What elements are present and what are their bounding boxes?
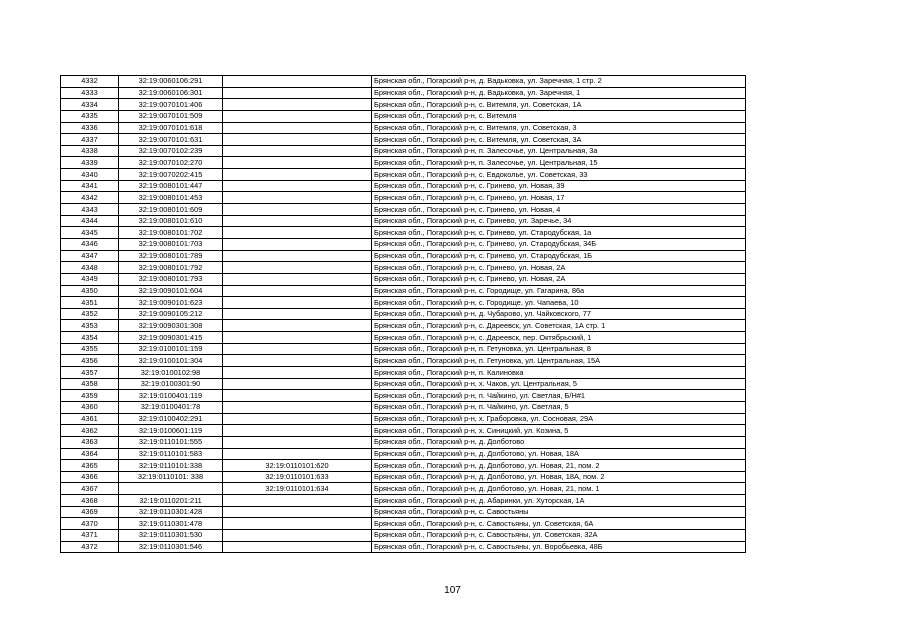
cadastral-number-cell: 32:19:0070101:631 bbox=[119, 134, 223, 146]
cadastral-number-cell: 32:19:0080101:792 bbox=[119, 262, 223, 274]
cadastral-number-cell: 32:19:0100101:159 bbox=[119, 343, 223, 355]
table-row bbox=[61, 460, 746, 472]
table-row bbox=[61, 448, 746, 460]
address-cell: Брянская обл., Погарский р-н, с. Евдоколье, ул. Советская, 33 bbox=[372, 169, 746, 181]
secondary-cadastral-number-cell bbox=[223, 425, 372, 437]
table-row bbox=[61, 343, 746, 355]
registry-table bbox=[60, 75, 746, 553]
cadastral-number-cell: 32:19:0070102:270 bbox=[119, 157, 223, 169]
table-row bbox=[61, 145, 746, 157]
row-number-cell: 4358 bbox=[61, 378, 119, 390]
secondary-cadastral-number-cell bbox=[223, 285, 372, 297]
row-number-cell: 4359 bbox=[61, 390, 119, 402]
cadastral-number-cell: 32:19:0090105:212 bbox=[119, 308, 223, 320]
cadastral-number-cell: 32:19:0060106:301 bbox=[119, 87, 223, 99]
page-number: 107 bbox=[444, 585, 461, 596]
row-number-cell: 4336 bbox=[61, 122, 119, 134]
cadastral-number-cell: 32:19:0070101:509 bbox=[119, 110, 223, 122]
cadastral-number-cell: 32:19:0110101:555 bbox=[119, 436, 223, 448]
cadastral-number-cell: 32:19:0080101:793 bbox=[119, 273, 223, 285]
row-number-cell: 4337 bbox=[61, 134, 119, 146]
secondary-cadastral-number-cell bbox=[223, 518, 372, 530]
row-number-cell: 4343 bbox=[61, 204, 119, 216]
cadastral-number-cell: 32:19:0110301:546 bbox=[119, 541, 223, 553]
row-number-cell: 4365 bbox=[61, 460, 119, 472]
secondary-cadastral-number-cell bbox=[223, 262, 372, 274]
address-cell: Брянская обл., Погарский р-н, с. Дареевск, ул. Советская, 1А стр. 1 bbox=[372, 320, 746, 332]
table-row bbox=[61, 401, 746, 413]
address-cell: Брянская обл., Погарский р-н, с. Городище, ул. Чапаева, 10 bbox=[372, 297, 746, 309]
secondary-cadastral-number-cell bbox=[223, 506, 372, 518]
table-row bbox=[61, 541, 746, 553]
row-number-cell: 4356 bbox=[61, 355, 119, 367]
secondary-cadastral-number-cell bbox=[223, 320, 372, 332]
address-cell: Брянская обл., Погарский р-н, д. Долботово, ул. Новая, 18А, пом. 2 bbox=[372, 471, 746, 483]
address-cell: Брянская обл., Погарский р-н, с. Витемля, ул. Советская, 1А bbox=[372, 99, 746, 111]
address-cell: Брянская обл., Погарский р-н, х. Синицкий, ул. Козина, 5 bbox=[372, 425, 746, 437]
address-cell: Брянская обл., Погарский р-н, д. Долботово, ул. Новая, 21, пом. 1 bbox=[372, 483, 746, 495]
secondary-cadastral-number-cell bbox=[223, 297, 372, 309]
address-cell: Брянская обл., Погарский р-н, с. Гринево, ул. Новая, 2А bbox=[372, 273, 746, 285]
address-cell: Брянская обл., Погарский р-н, с. Витемля bbox=[372, 110, 746, 122]
table-row bbox=[61, 285, 746, 297]
secondary-cadastral-number-cell bbox=[223, 145, 372, 157]
address-cell: Брянская обл., Погарский р-н, п. Гетуновка, ул. Центральная, 8 bbox=[372, 343, 746, 355]
address-cell: Брянская обл., Погарский р-н, д. Вадьковка, ул. Заречная, 1 bbox=[372, 87, 746, 99]
address-cell: Брянская обл., Погарский р-н, п. Чайкино, ул. Светлая, 5 bbox=[372, 401, 746, 413]
secondary-cadastral-number-cell bbox=[223, 413, 372, 425]
address-cell: Брянская обл., Погарский р-н, с. Савостьяны bbox=[372, 506, 746, 518]
address-cell: Брянская обл., Погарский р-н, п. Калиновка bbox=[372, 367, 746, 379]
table-row bbox=[61, 297, 746, 309]
address-cell: Брянская обл., Погарский р-н, д. Долботово, ул. Новая, 18А bbox=[372, 448, 746, 460]
secondary-cadastral-number-cell bbox=[223, 99, 372, 111]
table-row bbox=[61, 471, 746, 483]
row-number-cell: 4361 bbox=[61, 413, 119, 425]
secondary-cadastral-number-cell bbox=[223, 250, 372, 262]
cadastral-number-cell: 32:19:0100401:78 bbox=[119, 401, 223, 413]
row-number-cell: 4350 bbox=[61, 285, 119, 297]
cadastral-number-cell: 32:19:0080101:609 bbox=[119, 204, 223, 216]
row-number-cell: 4334 bbox=[61, 99, 119, 111]
secondary-cadastral-number-cell bbox=[223, 273, 372, 285]
address-cell: Брянская обл., Погарский р-н, с. Гринево, ул. Стародубская, 1Б bbox=[372, 250, 746, 262]
table-row bbox=[61, 518, 746, 530]
secondary-cadastral-number-cell: 32:19:0110101:633 bbox=[223, 471, 372, 483]
secondary-cadastral-number-cell bbox=[223, 436, 372, 448]
row-number-cell: 4363 bbox=[61, 436, 119, 448]
address-cell: Брянская обл., Погарский р-н, с. Гринево, ул. Стародубская, 1а bbox=[372, 227, 746, 239]
table-row bbox=[61, 413, 746, 425]
row-number-cell: 4332 bbox=[61, 76, 119, 88]
address-cell: Брянская обл., Погарский р-н, с. Витемля, ул. Советская, 3 bbox=[372, 122, 746, 134]
address-cell: Брянская обл., Погарский р-н, с. Гринево, ул. Новая, 17 bbox=[372, 192, 746, 204]
cadastral-number-cell: 32:19:0080101:703 bbox=[119, 238, 223, 250]
row-number-cell: 4346 bbox=[61, 238, 119, 250]
table-row bbox=[61, 134, 746, 146]
table-row bbox=[61, 506, 746, 518]
cadastral-number-cell: 32:19:0080101:789 bbox=[119, 250, 223, 262]
cadastral-number-cell: 32:19:0070101:618 bbox=[119, 122, 223, 134]
table-row bbox=[61, 110, 746, 122]
row-number-cell: 4351 bbox=[61, 297, 119, 309]
cadastral-number-cell: 32:19:0100601:119 bbox=[119, 425, 223, 437]
row-number-cell: 4338 bbox=[61, 145, 119, 157]
cadastral-number-cell: 32:19:0100402:291 bbox=[119, 413, 223, 425]
secondary-cadastral-number-cell bbox=[223, 215, 372, 227]
cadastral-number-cell: 32:19:0110301:530 bbox=[119, 529, 223, 541]
table-row bbox=[61, 99, 746, 111]
table-row bbox=[61, 238, 746, 250]
secondary-cadastral-number-cell bbox=[223, 401, 372, 413]
row-number-cell: 4339 bbox=[61, 157, 119, 169]
table-row bbox=[61, 483, 746, 495]
table-row bbox=[61, 192, 746, 204]
table-row bbox=[61, 262, 746, 274]
secondary-cadastral-number-cell bbox=[223, 378, 372, 390]
address-cell: Брянская обл., Погарский р-н, с. Савостьяны, ул. Советская, 6А bbox=[372, 518, 746, 530]
secondary-cadastral-number-cell bbox=[223, 192, 372, 204]
cadastral-number-cell: 32:19:0060106:291 bbox=[119, 76, 223, 88]
cadastral-number-cell: 32:19:0110201:211 bbox=[119, 495, 223, 507]
address-cell: Брянская обл., Погарский р-н, с. Савостьяны, ул. Воробьевка, 48Б bbox=[372, 541, 746, 553]
row-number-cell: 4333 bbox=[61, 87, 119, 99]
address-cell: Брянская обл., Погарский р-н, д. Долботово, ул. Новая, 21, пом. 2 bbox=[372, 460, 746, 472]
cadastral-number-cell: 32:19:0090101:623 bbox=[119, 297, 223, 309]
row-number-cell: 4368 bbox=[61, 495, 119, 507]
cadastral-number-cell: 32:19:0070202:415 bbox=[119, 169, 223, 181]
row-number-cell: 4341 bbox=[61, 180, 119, 192]
table-row bbox=[61, 180, 746, 192]
row-number-cell: 4371 bbox=[61, 529, 119, 541]
table-row bbox=[61, 390, 746, 402]
address-cell: Брянская обл., Погарский р-н, х. Граборовка, ул. Сосновая, 29А bbox=[372, 413, 746, 425]
row-number-cell: 4369 bbox=[61, 506, 119, 518]
secondary-cadastral-number-cell bbox=[223, 169, 372, 181]
row-number-cell: 4353 bbox=[61, 320, 119, 332]
secondary-cadastral-number-cell bbox=[223, 332, 372, 344]
row-number-cell: 4370 bbox=[61, 518, 119, 530]
secondary-cadastral-number-cell: 32:19:0110101:620 bbox=[223, 460, 372, 472]
address-cell: Брянская обл., Погарский р-н, с. Гринево, ул. Заречье, 34 bbox=[372, 215, 746, 227]
row-number-cell: 4344 bbox=[61, 215, 119, 227]
row-number-cell: 4352 bbox=[61, 308, 119, 320]
cadastral-number-cell: 32:19:0110101:338 bbox=[119, 460, 223, 472]
secondary-cadastral-number-cell bbox=[223, 529, 372, 541]
table-row bbox=[61, 169, 746, 181]
row-number-cell: 4354 bbox=[61, 332, 119, 344]
address-cell: Брянская обл., Погарский р-н, с. Савостьяны, ул. Советская, 32А bbox=[372, 529, 746, 541]
cadastral-number-cell: 32:19:0090301:308 bbox=[119, 320, 223, 332]
row-number-cell: 4349 bbox=[61, 273, 119, 285]
cadastral-number-cell: 32:19:0090101:604 bbox=[119, 285, 223, 297]
row-number-cell: 4342 bbox=[61, 192, 119, 204]
secondary-cadastral-number-cell bbox=[223, 343, 372, 355]
row-number-cell: 4367 bbox=[61, 483, 119, 495]
table-row bbox=[61, 436, 746, 448]
cadastral-number-cell: 32:19:0110101:583 bbox=[119, 448, 223, 460]
cadastral-number-cell bbox=[119, 483, 223, 495]
address-cell: Брянская обл., Погарский р-н, с. Гринево, ул. Новая, 39 bbox=[372, 180, 746, 192]
table-row bbox=[61, 308, 746, 320]
cadastral-number-cell: 32:19:0090301:415 bbox=[119, 332, 223, 344]
secondary-cadastral-number-cell bbox=[223, 390, 372, 402]
secondary-cadastral-number-cell bbox=[223, 448, 372, 460]
row-number-cell: 4372 bbox=[61, 541, 119, 553]
table-row bbox=[61, 355, 746, 367]
address-cell: Брянская обл., Погарский р-н, п. Гетуновка, ул. Центральная, 15А bbox=[372, 355, 746, 367]
table-row bbox=[61, 332, 746, 344]
secondary-cadastral-number-cell bbox=[223, 134, 372, 146]
cadastral-number-cell: 32:19:0080101:610 bbox=[119, 215, 223, 227]
row-number-cell: 4366 bbox=[61, 471, 119, 483]
secondary-cadastral-number-cell bbox=[223, 76, 372, 88]
cadastral-number-cell: 32:19:0070102:239 bbox=[119, 145, 223, 157]
table-row bbox=[61, 122, 746, 134]
address-cell: Брянская обл., Погарский р-н, с. Городище, ул. Гагарина, 86а bbox=[372, 285, 746, 297]
secondary-cadastral-number-cell bbox=[223, 157, 372, 169]
cadastral-number-cell: 32:19:0110301:478 bbox=[119, 518, 223, 530]
secondary-cadastral-number-cell bbox=[223, 110, 372, 122]
row-number-cell: 4340 bbox=[61, 169, 119, 181]
table-row bbox=[61, 495, 746, 507]
cadastral-number-cell: 32:19:0080101:447 bbox=[119, 180, 223, 192]
table-row bbox=[61, 320, 746, 332]
secondary-cadastral-number-cell bbox=[223, 122, 372, 134]
secondary-cadastral-number-cell bbox=[223, 238, 372, 250]
row-number-cell: 4348 bbox=[61, 262, 119, 274]
table-row bbox=[61, 529, 746, 541]
address-cell: Брянская обл., Погарский р-н, п. Залесочье, ул. Центральная, 15 bbox=[372, 157, 746, 169]
address-cell: Брянская обл., Погарский р-н, д. Вадьковка, ул. Заречная, 1 стр. 2 bbox=[372, 76, 746, 88]
row-number-cell: 4362 bbox=[61, 425, 119, 437]
cadastral-number-cell: 32:19:0100102:98 bbox=[119, 367, 223, 379]
table-row bbox=[61, 378, 746, 390]
row-number-cell: 4357 bbox=[61, 367, 119, 379]
table-row bbox=[61, 76, 746, 88]
address-cell: Брянская обл., Погарский р-н, с. Гринево, ул. Новая, 4 bbox=[372, 204, 746, 216]
row-number-cell: 4347 bbox=[61, 250, 119, 262]
cadastral-number-cell: 32:19:0080101:702 bbox=[119, 227, 223, 239]
registry-table-body bbox=[61, 76, 746, 553]
secondary-cadastral-number-cell bbox=[223, 180, 372, 192]
table-row bbox=[61, 157, 746, 169]
secondary-cadastral-number-cell: 32:19:0110101:634 bbox=[223, 483, 372, 495]
row-number-cell: 4364 bbox=[61, 448, 119, 460]
secondary-cadastral-number-cell bbox=[223, 495, 372, 507]
table-row bbox=[61, 87, 746, 99]
table-row bbox=[61, 425, 746, 437]
address-cell: Брянская обл., Погарский р-н, с. Дареевск, пер. Октябрьский, 1 bbox=[372, 332, 746, 344]
secondary-cadastral-number-cell bbox=[223, 355, 372, 367]
address-cell: Брянская обл., Погарский р-н, д. Долботово bbox=[372, 436, 746, 448]
address-cell: Брянская обл., Погарский р-н, с. Витемля, ул. Советская, 3А bbox=[372, 134, 746, 146]
cadastral-number-cell: 32:19:0110301:428 bbox=[119, 506, 223, 518]
secondary-cadastral-number-cell bbox=[223, 227, 372, 239]
address-cell: Брянская обл., Погарский р-н, д. Чубарово, ул. Чайковского, 77 bbox=[372, 308, 746, 320]
cadastral-number-cell: 32:19:0100101:304 bbox=[119, 355, 223, 367]
table-row bbox=[61, 215, 746, 227]
table-row bbox=[61, 367, 746, 379]
cadastral-number-cell: 32:19:0100401:119 bbox=[119, 390, 223, 402]
row-number-cell: 4345 bbox=[61, 227, 119, 239]
table-row bbox=[61, 273, 746, 285]
secondary-cadastral-number-cell bbox=[223, 541, 372, 553]
cadastral-number-cell: 32:19:0070101:406 bbox=[119, 99, 223, 111]
secondary-cadastral-number-cell bbox=[223, 204, 372, 216]
row-number-cell: 4355 bbox=[61, 343, 119, 355]
row-number-cell: 4335 bbox=[61, 110, 119, 122]
cadastral-number-cell: 32:19:0110101: 338 bbox=[119, 471, 223, 483]
address-cell: Брянская обл., Погарский р-н, с. Гринево, ул. Новая, 2А bbox=[372, 262, 746, 274]
address-cell: Брянская обл., Погарский р-н, с. Гринево, ул. Стародубская, 34Б bbox=[372, 238, 746, 250]
table-row bbox=[61, 250, 746, 262]
row-number-cell: 4360 bbox=[61, 401, 119, 413]
table-row bbox=[61, 227, 746, 239]
cadastral-number-cell: 32:19:0100301:90 bbox=[119, 378, 223, 390]
cadastral-number-cell: 32:19:0080101:453 bbox=[119, 192, 223, 204]
address-cell: Брянская обл., Погарский р-н, п. Чайкино, ул. Светлая, Б/Н#1 bbox=[372, 390, 746, 402]
address-cell: Брянская обл., Погарский р-н, х. Чаков, ул. Центральная, 5 bbox=[372, 378, 746, 390]
secondary-cadastral-number-cell bbox=[223, 87, 372, 99]
secondary-cadastral-number-cell bbox=[223, 308, 372, 320]
table-row bbox=[61, 204, 746, 216]
secondary-cadastral-number-cell bbox=[223, 367, 372, 379]
address-cell: Брянская обл., Погарский р-н, п. Залесочье, ул. Центральная, 3а bbox=[372, 145, 746, 157]
address-cell: Брянская обл., Погарский р-н, д. Абаринки, ул. Хуторская, 1А bbox=[372, 495, 746, 507]
